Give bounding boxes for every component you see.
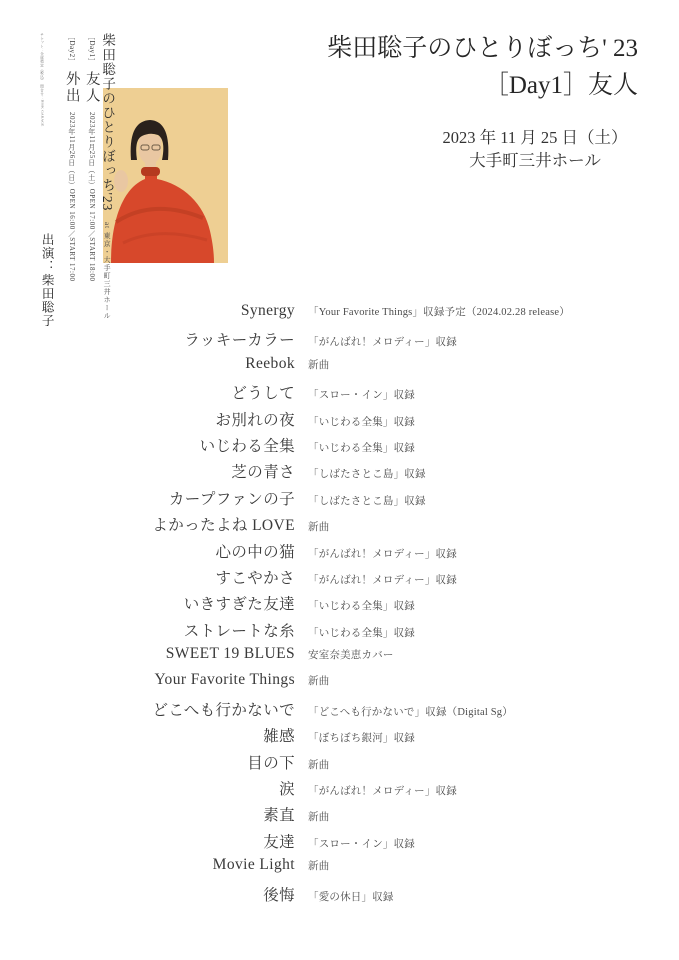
day2-label: ［Day2］: [67, 33, 76, 66]
setlist-row: [0, 434, 679, 460]
poster-ticket-info: チケット：全席指定（税込） 問合せ：DISK GARAGE: [40, 33, 45, 127]
song-note: 「しばたさとこ島」収録: [308, 495, 426, 507]
song-note: 「Your Favorite Things」収録予定（2024.02.28 release）: [308, 307, 570, 318]
song-note: 「いじわる全集」収録: [308, 442, 415, 454]
poster-photo: [103, 88, 228, 263]
song-note: 「スロー・イン」収録: [308, 838, 415, 850]
setlist-row: [0, 302, 679, 328]
setlist-row: [0, 777, 679, 803]
song-title: 雑感: [263, 728, 295, 746]
poster-performer: 出演：柴田聡子: [40, 233, 55, 328]
song-title: SWEET 19 BLUES: [165, 645, 295, 663]
song-title: カープファンの子: [168, 490, 295, 508]
song-title: 目の下: [247, 754, 295, 772]
poster-title-text: 柴田聡子のひとりぼっち'23: [100, 33, 116, 212]
setlist-row: [0, 408, 679, 434]
song-title: ラッキーカラー: [184, 332, 295, 350]
song-title: Your Favorite Things: [154, 671, 295, 689]
page-title-line2: ［Day1］友人: [483, 72, 638, 99]
song-title: すこやかさ: [215, 569, 295, 587]
song-note: 「しばたさとこ島」収録: [308, 469, 426, 481]
song-note: 新曲: [308, 522, 330, 534]
song-note: 「いじわる全集」収録: [308, 601, 415, 613]
song-note: 「いじわる全集」収録: [308, 416, 415, 428]
song-title: 友達: [263, 833, 295, 851]
song-title: Synergy: [240, 302, 295, 319]
song-note: 安室奈美恵カバー: [308, 650, 394, 662]
setlist-row: [0, 830, 679, 856]
song-title: お別れの夜: [215, 411, 295, 429]
song-note: 「いじわる全集」収録: [308, 627, 415, 639]
song-title: よかったよね LOVE: [152, 517, 295, 535]
setlist-row: [0, 724, 679, 750]
song-title: 涙: [279, 781, 295, 799]
song-title: Reebok: [245, 354, 295, 372]
setlist-row: [0, 460, 679, 486]
song-note: 「がんばれ！メロディー」収録: [308, 337, 457, 349]
song-title: どこへも行かないで: [152, 701, 295, 719]
song-note: 新曲: [308, 812, 330, 824]
setlist-row: [0, 540, 679, 566]
setlist-row: [0, 592, 679, 618]
setlist-row: [0, 883, 679, 909]
song-note: 「どこへも行かないで」収録（Digital Sg）: [308, 706, 513, 718]
song-title: 後悔: [263, 886, 295, 904]
setlist-row: [0, 856, 679, 882]
song-title: ストレートな糸: [183, 622, 295, 640]
day1-date: 2023年11月25日（土）OPEN 17:00／START 18:00: [87, 112, 96, 282]
page-title-line1: 柴田聡子のひとりぼっち' 23: [327, 35, 638, 62]
day1-name: 友人: [83, 71, 100, 105]
song-note: 新曲: [308, 861, 330, 873]
day2-name: 外出: [63, 71, 80, 105]
setlist-row: [0, 513, 679, 539]
song-note: 新曲: [308, 359, 330, 371]
event-date-block: [400, 126, 670, 172]
poster-venue-text: at 東京・大手町三井ホール: [103, 221, 112, 320]
song-note: 「がんばれ！メロディー」収録: [308, 548, 457, 560]
setlist-row: [0, 328, 679, 354]
song-title: 心の中の猫: [215, 543, 295, 561]
setlist-row: [0, 619, 679, 645]
setlist-row: [0, 803, 679, 829]
song-title: 芝の青さ: [231, 464, 295, 482]
setlist-row: [0, 355, 679, 381]
day1-label: ［Day1］: [87, 33, 96, 66]
page-title: [60, 30, 638, 104]
setlist-row: [0, 751, 679, 777]
song-title: いじわる全集: [199, 437, 295, 455]
event-date: 2023 年 11 月 25 日（土）: [442, 128, 628, 147]
setlist-row: [0, 381, 679, 407]
song-note: 「がんばれ！メロディー」収録: [308, 786, 457, 798]
song-note: 「ぼちぼち銀河」収録: [308, 733, 415, 745]
song-note: 新曲: [308, 759, 330, 771]
song-note: 新曲: [308, 676, 330, 688]
setlist-row: [0, 487, 679, 513]
woman-portrait-illustration: [103, 88, 228, 263]
song-title: どうして: [231, 385, 295, 403]
song-title: 素直: [263, 807, 295, 825]
song-note: 「スロー・イン」収録: [308, 390, 415, 402]
song-note: 「愛の休日」収録: [308, 891, 394, 903]
day2-date: 2023年11月26日（日）OPEN 16:00／START 17:00: [67, 112, 76, 282]
song-title: Movie Light: [212, 856, 295, 874]
song-title: いきすぎた友達: [183, 596, 295, 614]
setlist-row: [0, 698, 679, 724]
setlist-row: [0, 645, 679, 671]
setlist-row: [0, 566, 679, 592]
setlist-row: [0, 671, 679, 697]
event-venue: 大手町三井ホール: [469, 151, 601, 170]
setlist: [0, 302, 679, 909]
song-note: 「がんばれ！メロディー」収録: [308, 574, 457, 586]
